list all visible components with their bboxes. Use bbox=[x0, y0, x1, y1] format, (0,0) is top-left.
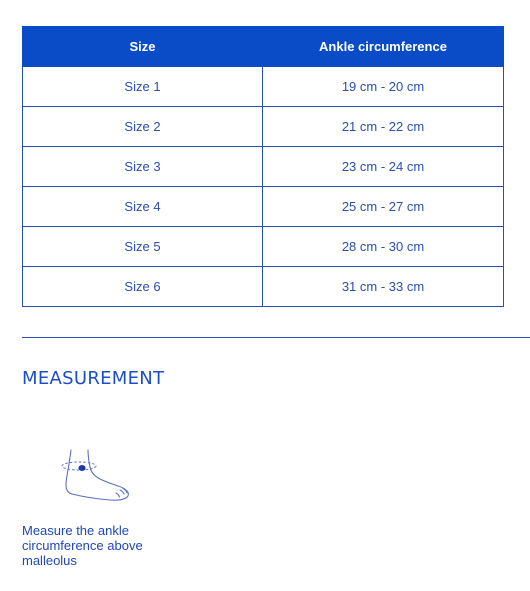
circumference-cell: 19 cm - 20 cm bbox=[263, 67, 504, 107]
table-row bbox=[23, 67, 504, 107]
table-row bbox=[23, 147, 504, 187]
header-ankle-circumference: Ankle circumference bbox=[263, 27, 504, 67]
circumference-cell: 25 cm - 27 cm bbox=[263, 187, 504, 227]
section-divider bbox=[22, 337, 530, 338]
table-row bbox=[23, 187, 504, 227]
circumference-cell: 21 cm - 22 cm bbox=[263, 107, 504, 147]
size-cell: Size 2 bbox=[23, 107, 263, 147]
circumference-cell: 28 cm - 30 cm bbox=[263, 227, 504, 267]
measurement-title: MEASUREMENT bbox=[22, 368, 165, 389]
ankle-measure-icon bbox=[50, 448, 140, 510]
size-cell: Size 3 bbox=[23, 147, 263, 187]
table-row bbox=[23, 267, 504, 307]
size-cell: Size 1 bbox=[23, 67, 263, 107]
circumference-cell: 31 cm - 33 cm bbox=[263, 267, 504, 307]
table-header-row bbox=[23, 27, 504, 67]
circumference-cell: 23 cm - 24 cm bbox=[263, 147, 504, 187]
header-size: Size bbox=[23, 27, 263, 67]
table-row bbox=[23, 107, 504, 147]
size-chart-table bbox=[22, 26, 504, 307]
size-cell: Size 4 bbox=[23, 187, 263, 227]
size-cell: Size 6 bbox=[23, 267, 263, 307]
measurement-caption: Measure the ankle circumference above malleolus bbox=[22, 523, 143, 568]
table-row bbox=[23, 227, 504, 267]
size-cell: Size 5 bbox=[23, 227, 263, 267]
